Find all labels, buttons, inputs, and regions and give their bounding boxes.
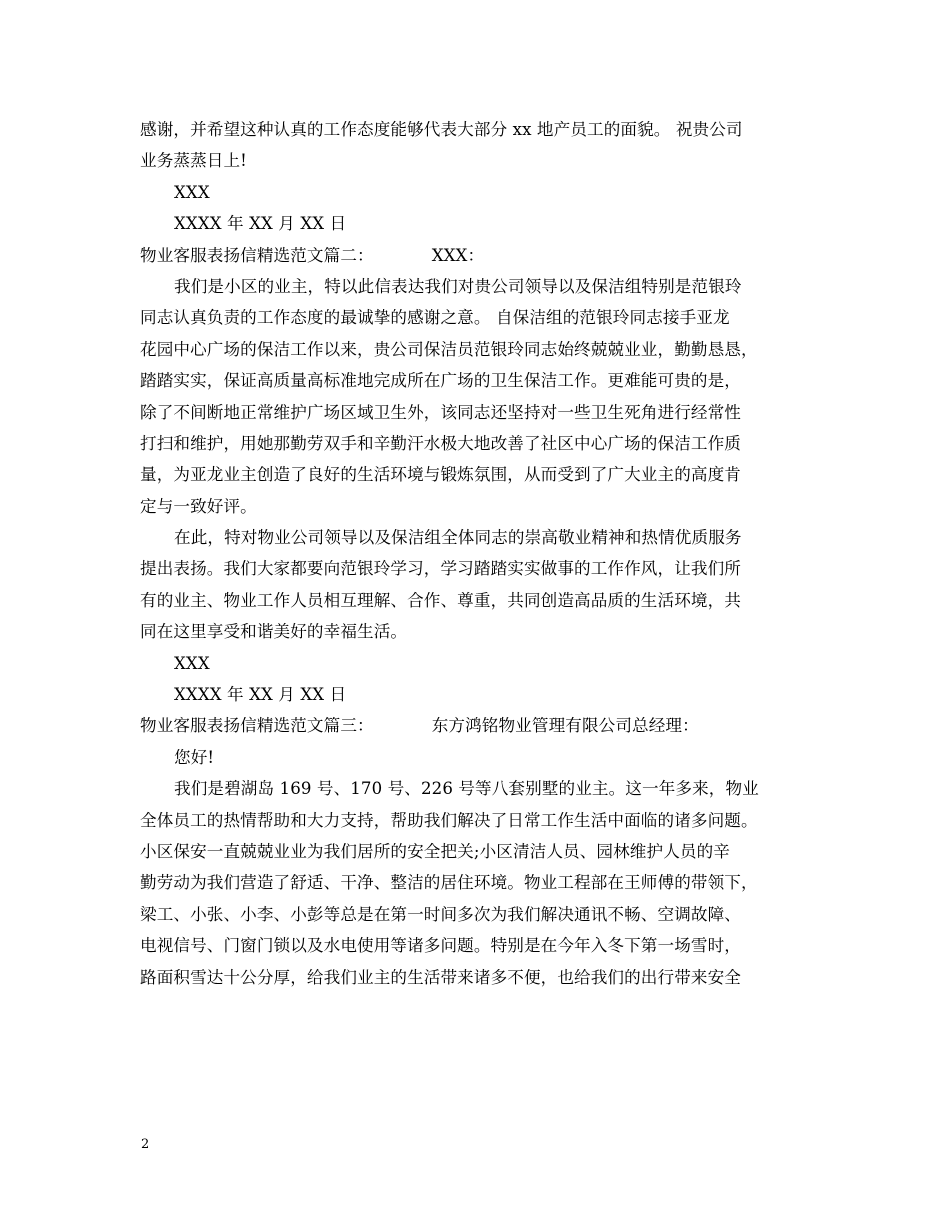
paragraph-line: 有的业主、物业工作人员相互理解、合作、尊重，共同创造高品质的生活环境，共 [140,590,741,610]
paragraph-line: 全体员工的热情帮助和大力支持，帮助我们解决了日常工作生活中面临的诸多问题。 [140,810,758,830]
section-heading-line [140,240,820,271]
paragraph-line: 路面积雪达十公分厚，给我们业主的生活带来诸多不便，也给我们的出行带来安全 [140,967,741,987]
paragraph-line: 定与一致好评。 [140,496,257,516]
signature-date: XXXX 年 XX 月 XX 日 [174,214,347,234]
text-line: 业务蒸蒸日上! [140,151,247,171]
paragraph-line: 踏踏实实，保证高质量高标准地完成所在广场的卫生保洁工作。更难能可贵的是， [140,371,741,391]
document-body [140,114,820,993]
paragraph-line: 梁工、小张、小李、小彭等总是在第一时间多次为我们解决通讯不畅、空调故障、 [140,904,741,924]
section-heading: 物业客服表扬信精选范文篇三： [140,716,374,736]
greeting: 您好! [174,747,215,767]
paragraph-line: 花园中心广场的保洁工作以来，贵公司保洁员范银玲同志始终兢兢业业，勤勤恳恳， [140,339,758,359]
paragraph-line: 打扫和维护，用她那勤劳双手和辛勤汗水极大地改善了社区中心广场的保洁工作质 [140,433,741,453]
section-heading-line [140,710,820,741]
section-heading: 物业客服表扬信精选范文篇二： [140,245,374,265]
signature-date: XXXX 年 XX 月 XX 日 [174,685,347,705]
paragraph-line: 量，为亚龙业主创造了良好的生活环境与锻炼氛围，从而受到了广大业主的高度肯 [140,465,741,485]
signature-name: XXX [174,653,210,673]
paragraph-line: 提出表扬。我们大家都要向范银玲学习，学习踏踏实实做事的工作作风，让我们所 [140,559,741,579]
salutation: XXX： [431,245,485,265]
signature-name: XXX [174,182,210,202]
paragraph-line: 小区保安一直兢兢业业为我们居所的安全把关;小区清洁人员、园林维护人员的辛 [140,841,730,861]
paragraph-line: 勤劳动为我们营造了舒适、干净、整洁的居住环境。物业工程部在王师傅的带领下， [140,873,758,893]
text-line: 感谢，并希望这种认真的工作态度能够代表大部分 xx 地产员工的面貌。 祝贵公司 [140,120,743,139]
paragraph-line: 我们是小区的业主，特以此信表达我们对贵公司领导以及保洁组特别是范银玲 [174,276,742,296]
paragraph-line: 我们是碧湖岛 169 号、170 号、226 号等八套别墅的业主。这一年多来，物业 [174,779,759,799]
salutation: 东方鸿铭物业管理有限公司总经理： [431,716,699,736]
paragraph-line: 在此，特对物业公司领导以及保洁组全体同志的崇高敬业精神和热情优质服务 [174,528,742,548]
page-number: 2 [141,1137,150,1152]
paragraph-line: 同志认真负责的工作态度的最诚挚的感谢之意。 自保洁组的范银玲同志接手亚龙 [140,308,730,328]
paragraph-line: 除了不间断地正常维护广场区域卫生外，该同志还坚持对一些卫生死角进行经常性 [140,402,741,422]
paragraph-line: 同在这里享受和谐美好的幸福生活。 [140,622,408,642]
paragraph-line: 电视信号、门窗门锁以及水电使用等诸多问题。特别是在今年入冬下第一场雪时， [140,936,741,956]
